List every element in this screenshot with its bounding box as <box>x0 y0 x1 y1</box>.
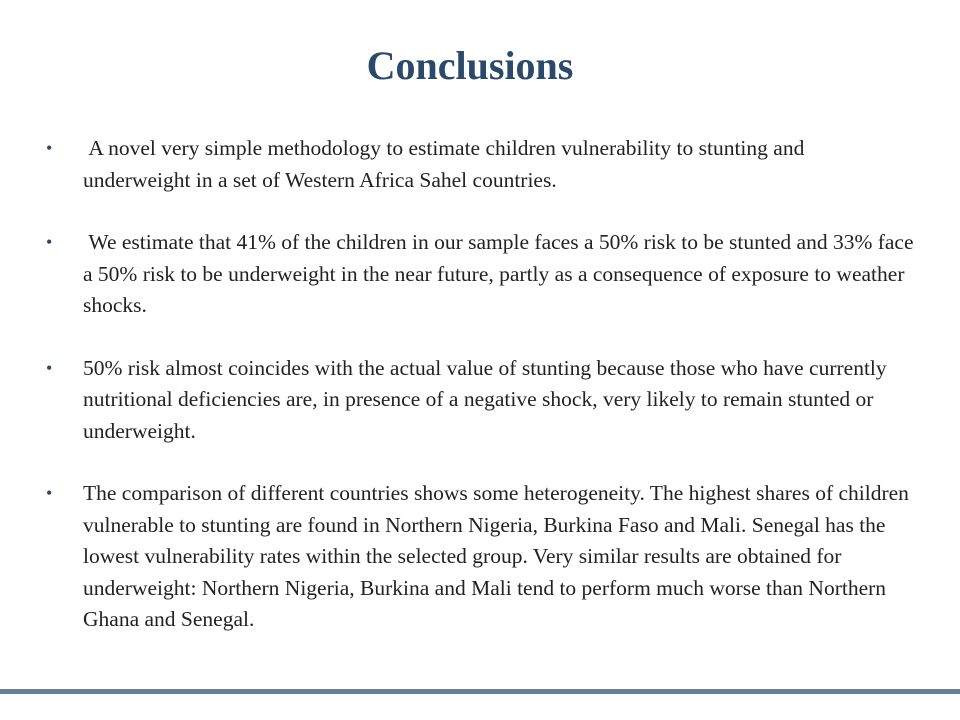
bullet-marker: • <box>46 357 53 378</box>
bullet-item-risk <box>46 353 916 448</box>
bullet-item-estimate <box>46 227 919 322</box>
bullet-list <box>46 133 919 636</box>
bullet-text: We estimate that 41% of the children in our sample faces a 50% risk to be stunted and 33% face a 50% risk to be underweight in the near future, partly as a consequence of exposure to weather shocks. <box>83 230 919 317</box>
bottom-divider <box>0 689 960 694</box>
bullet-text: The comparison of different countries shows some heterogeneity. The highest shares of children vulnerable to stunting are found in Northern Nigeria, Burkina Faso and Mali. Senegal has the lowest vulnerability rates within the selected group. Very similar results are obtained for underweight: Northern Nigeria, Burkina and Mali tend to perform much worse than Northern Ghana and Senegal. <box>83 481 909 631</box>
bullet-marker: • <box>46 138 53 158</box>
bullet-text: A novel very simple methodology to estimate children vulnerability to stunting and underweight in a set of Western Africa Sahel countries. <box>83 136 810 192</box>
bullet-item-methodology <box>46 133 916 196</box>
bullet-text: 50% risk almost coincides with the actual value of stunting because those who have currently nutritional deficiencies are, in presence of a negative shock, very likely to remain stunted or underweight. <box>83 355 887 443</box>
slide-title: Conclusions <box>366 43 574 88</box>
bullet-item-comparison <box>46 478 916 636</box>
bullet-marker: • <box>46 232 53 252</box>
bullet-marker: • <box>46 483 53 503</box>
